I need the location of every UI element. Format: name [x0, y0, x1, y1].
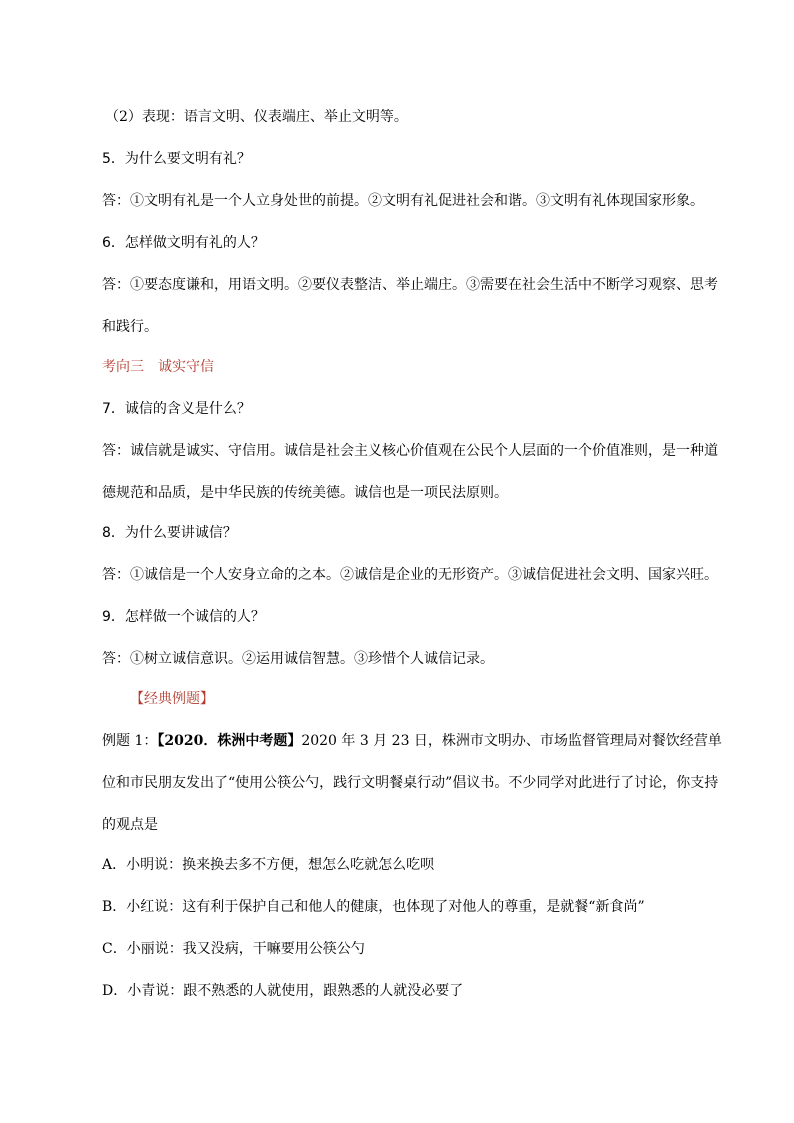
- answer-7: 答：诚信就是诚实、守信用。诚信是社会主义核心价值观在公民个人层面的一个价值准则，是一种道德规范和品质，是中华民族的传统美德。诚信也是一项民法原则。: [102, 443, 718, 501]
- example-header: 【经典例题】: [130, 691, 214, 707]
- question-9: 9．怎样做一个诚信的人？: [102, 609, 265, 625]
- question-6: 6．怎样做文明有礼的人？: [102, 235, 265, 251]
- option-d: D．小青说：跟不熟悉的人就使用，跟熟悉的人就没必要了: [102, 983, 464, 999]
- option-c: C．小丽说：我又没病，干嘛要用公筷公勺: [102, 941, 365, 957]
- example-1-source: 【2020．株洲中考题】: [157, 733, 302, 749]
- item-4-2: （2）表现：语言文明、仪表端庄、举止文明等。: [105, 109, 408, 125]
- example-1: [102, 720, 722, 846]
- answer-8: 答：①诚信是一个人安身立命的之本。②诚信是企业的无形资产。③诚信促进社会文明、国家兴旺。: [102, 567, 718, 583]
- answer-6: 答：①要态度谦和，用语文明。②要仪表整洁、举止端庄。③需要在社会生活中不断学习观察、思考和践行。: [102, 277, 718, 335]
- section-heading-3: 考向三 诚实守信: [102, 359, 214, 375]
- question-7: 7．诚信的含义是什么？: [102, 401, 251, 417]
- question-8: 8．为什么要讲诚信？: [102, 525, 237, 541]
- example-1-prefix: 例题 1：: [102, 733, 158, 749]
- answer-9: 答：①树立诚信意识。②运用诚信智慧。③珍惜个人诚信记录。: [102, 651, 494, 667]
- answer-5: 答：①文明有礼是一个人立身处世的前提。②文明有礼促进社会和谐。③文明有礼体现国家形象。: [102, 193, 704, 209]
- option-a: A．小明说：换来换去多不方便，想怎么吃就怎么吃呗: [102, 857, 435, 873]
- example-1-text: 2020 年 3 月 23 日，株洲市文明办、市场监督管理局对餐饮经营单位和市民朋友发出了“使用公筷公勺，践行文明餐桌行动”倡议书。不少同学对此进行了讨论，你支持的观点是: [102, 733, 722, 833]
- question-5: 5．为什么要文明有礼？: [102, 151, 251, 167]
- option-b: B．小红说：这有利于保护自己和他人的健康，也体现了对他人的尊重，是就餐“新食尚”: [102, 899, 645, 915]
